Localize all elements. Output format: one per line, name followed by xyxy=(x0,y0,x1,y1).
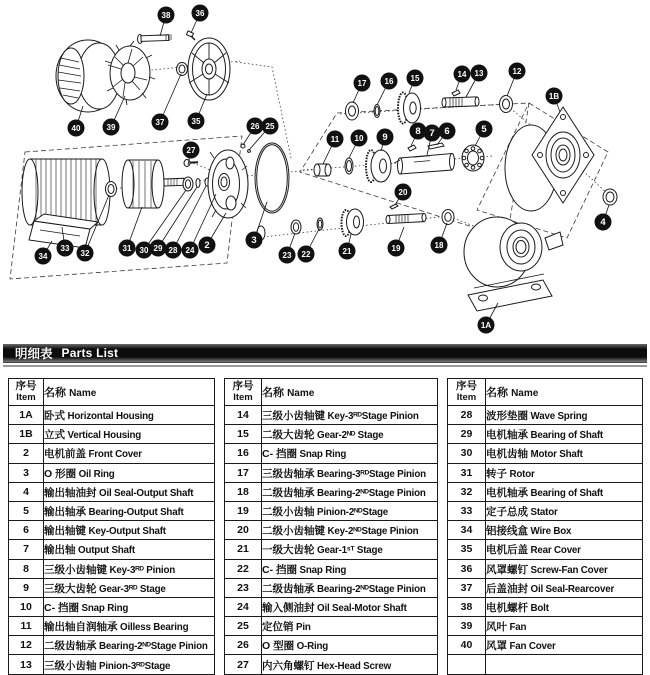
part-name-cell: 卧式 Horizontal Housing xyxy=(44,406,215,425)
part-name-cell: 三级小齿轴键 Key-3ᴿᴰStage Pinion xyxy=(262,406,438,425)
parts-row xyxy=(225,636,438,655)
fan-cover-screw-part xyxy=(186,31,195,40)
part-name-cell: 内六角螺钉 Hex-Head Screw xyxy=(262,655,438,674)
item-number-cell: 22 xyxy=(225,559,262,578)
balloon-24 xyxy=(182,242,199,259)
parts-row xyxy=(225,597,438,616)
balloon-23 xyxy=(279,247,296,264)
svg-text:10: 10 xyxy=(354,134,364,143)
item-number-cell: 30 xyxy=(448,444,486,463)
item-number-cell: 18 xyxy=(225,482,262,501)
svg-text:36: 36 xyxy=(195,9,205,18)
parts-row xyxy=(448,559,643,578)
svg-text:22: 22 xyxy=(301,250,311,259)
parts-row xyxy=(9,578,215,597)
balloon-19 xyxy=(388,240,405,257)
balloon-9 xyxy=(377,129,394,146)
item-number-cell: 39 xyxy=(448,617,486,636)
balloon-32 xyxy=(77,245,94,262)
parts-row xyxy=(448,540,643,559)
balloon-3 xyxy=(246,232,263,249)
parts-row xyxy=(9,482,215,501)
parts-row xyxy=(448,482,643,501)
balloon-29 xyxy=(150,240,167,257)
item-number-cell: 11 xyxy=(9,617,44,636)
item-number-cell: 32 xyxy=(448,482,486,501)
parts-table-1 xyxy=(8,378,215,675)
parts-row xyxy=(225,540,438,559)
balloon-35 xyxy=(188,113,205,130)
svg-text:7: 7 xyxy=(429,128,435,139)
item-number-cell: 1A xyxy=(9,406,44,425)
item-number-cell: 1B xyxy=(9,425,44,444)
parts-row xyxy=(9,540,215,559)
item-number-cell: 4 xyxy=(9,482,44,501)
item-number-cell: 14 xyxy=(225,406,262,425)
hex-screw-part xyxy=(184,160,198,167)
svg-text:30: 30 xyxy=(139,246,149,255)
svg-text:34: 34 xyxy=(38,252,48,261)
item-number-cell: 28 xyxy=(448,406,486,425)
output-shaft-parts xyxy=(314,143,484,182)
svg-text:1B: 1B xyxy=(548,92,560,101)
item-number-cell: 8 xyxy=(9,559,44,578)
rear-cover-part xyxy=(188,38,230,100)
parts-row xyxy=(9,406,215,425)
part-name-cell: 电机螺杆 Bolt xyxy=(486,597,643,616)
item-number-cell: 17 xyxy=(225,463,262,482)
item-number-cell: 27 xyxy=(225,655,262,674)
svg-text:12: 12 xyxy=(512,67,522,76)
parts-row xyxy=(225,617,438,636)
parts-row xyxy=(225,444,438,463)
title-bar-underline xyxy=(3,365,647,367)
part-name-cell: 转子 Rotor xyxy=(486,463,643,482)
item-number-cell: 24 xyxy=(225,597,262,616)
parts-row xyxy=(9,617,215,636)
parts-row xyxy=(225,655,438,674)
item-number-cell: 7 xyxy=(9,540,44,559)
parts-row xyxy=(9,521,215,540)
balloon-11 xyxy=(327,131,344,148)
part-name-cell: 风罩螺钉 Screw-Fan Cover xyxy=(486,559,643,578)
item-number-cell: 37 xyxy=(448,578,486,597)
part-name-cell: 输出轴 Output Shaft xyxy=(44,540,215,559)
parts-row xyxy=(448,655,643,674)
part-name-cell: 电机后盖 Rear Cover xyxy=(486,540,643,559)
balloon-18 xyxy=(431,237,448,254)
part-name-cell: 二级小齿轴 Pinion-2ᴺᴰStage xyxy=(262,501,438,520)
parts-row xyxy=(225,425,438,444)
part-name-cell: 输出轴油封 Oil Seal-Output Shaft xyxy=(44,482,215,501)
part-name-cell: 一级大齿轮 Gear-1ˢᵀ Stage xyxy=(262,540,438,559)
part-name-cell: 输出轴自润轴承 Oilless Bearing xyxy=(44,617,215,636)
balloon-1A xyxy=(478,317,495,334)
parts-row xyxy=(9,463,215,482)
balloon-21 xyxy=(339,243,356,260)
part-name-cell: 二级齿轴承 Bearing-2ᴺᴰStage Pinion xyxy=(262,482,438,501)
item-number-cell: 36 xyxy=(448,559,486,578)
svg-text:6: 6 xyxy=(444,126,450,137)
svg-text:2: 2 xyxy=(204,240,210,251)
svg-text:25: 25 xyxy=(265,122,275,131)
svg-text:33: 33 xyxy=(60,244,70,253)
balloon-31 xyxy=(119,240,136,257)
svg-text:29: 29 xyxy=(153,244,163,253)
item-number-cell xyxy=(448,655,486,674)
part-name-cell: 三级大齿轮 Gear-3ᴿᴰ Stage xyxy=(44,578,215,597)
balloon-13 xyxy=(471,65,488,82)
part-name-cell: 三级齿轴承 Bearing-3ᴿᴰStage Pinion xyxy=(262,463,438,482)
parts-row xyxy=(448,406,643,425)
part-name-cell: 波形垫圈 Wave Spring xyxy=(486,406,643,425)
parts-table-3 xyxy=(447,378,643,675)
balloon-36 xyxy=(192,5,209,22)
output-seal-part xyxy=(603,189,617,205)
part-name-cell: 输出轴键 Key-Output Shaft xyxy=(44,521,215,540)
part-name-cell: 立式 Vertical Housing xyxy=(44,425,215,444)
item-number-cell: 19 xyxy=(225,501,262,520)
balloon-2 xyxy=(199,237,216,254)
balloon-5 xyxy=(476,121,493,138)
front-cover-part xyxy=(208,150,248,218)
item-number-cell: 16 xyxy=(225,444,262,463)
parts-list-title-cn: 明细表 xyxy=(15,347,53,361)
item-number-cell: 6 xyxy=(9,521,44,540)
balloon-12 xyxy=(509,63,526,80)
part-name-cell: 电机前盖 Front Cover xyxy=(44,444,215,463)
balloon-17 xyxy=(354,75,371,92)
part-name-cell: 输入侧油封 Oil Seal-Motor Shaft xyxy=(262,597,438,616)
item-number-cell: 25 xyxy=(225,617,262,636)
item-number-cell: 26 xyxy=(225,636,262,655)
stator-part xyxy=(22,159,110,225)
parts-row xyxy=(225,482,438,501)
parts-row xyxy=(448,578,643,597)
stage2-gearset-parts xyxy=(257,204,454,240)
parts-row xyxy=(225,521,438,540)
part-name-cell: 电机轴承 Bearing of Shaft xyxy=(486,425,643,444)
balloon-38 xyxy=(158,7,175,24)
part-name-cell: 输出轴承 Bearing-Output Shaft xyxy=(44,501,215,520)
svg-text:32: 32 xyxy=(80,249,90,258)
parts-row xyxy=(9,655,215,674)
balloon-14 xyxy=(454,66,471,83)
balloon-28 xyxy=(165,242,182,259)
svg-text:13: 13 xyxy=(474,69,484,78)
svg-text:21: 21 xyxy=(342,247,352,256)
balloon-40 xyxy=(68,120,85,137)
balloon-6 xyxy=(439,123,456,140)
horizontal-housing-part xyxy=(464,217,563,311)
item-number-cell: 31 xyxy=(448,463,486,482)
part-name-cell: 二级大齿轮 Gear-2ᴺᴰ Stage xyxy=(262,425,438,444)
svg-text:27: 27 xyxy=(186,146,196,155)
parts-row xyxy=(448,636,643,655)
svg-text:16: 16 xyxy=(384,77,394,86)
item-number-cell: 34 xyxy=(448,521,486,540)
parts-row xyxy=(448,463,643,482)
balloon-16 xyxy=(381,73,398,90)
parts-row xyxy=(448,521,643,540)
svg-text:31: 31 xyxy=(122,244,132,253)
part-name-cell: 二级齿轴承 Bearing-2ᴺᴰStage Pinion xyxy=(262,578,438,597)
item-number-cell: 9 xyxy=(9,578,44,597)
parts-row xyxy=(448,597,643,616)
svg-text:20: 20 xyxy=(398,188,408,197)
balloon-1B xyxy=(546,88,563,105)
part-name-cell: O 形圈 Oil Ring xyxy=(44,463,215,482)
parts-list-title-bar xyxy=(3,344,647,363)
item-number-cell: 5 xyxy=(9,501,44,520)
column-header-name: 名称 Name xyxy=(486,379,643,406)
part-name-cell: 风叶 Fan xyxy=(486,617,643,636)
svg-text:1A: 1A xyxy=(480,321,492,330)
balloon-25 xyxy=(262,118,279,135)
rear-cover-seal-part xyxy=(177,63,188,76)
part-name-cell: 定位销 Pin xyxy=(262,617,438,636)
item-number-cell: 38 xyxy=(448,597,486,616)
balloon-20 xyxy=(395,184,412,201)
balloon-22 xyxy=(298,246,315,263)
svg-text:11: 11 xyxy=(330,135,340,144)
item-number-cell: 40 xyxy=(448,636,486,655)
item-number-cell: 13 xyxy=(9,655,44,674)
balloon-34 xyxy=(35,248,52,265)
column-header-item: 序号 Item xyxy=(9,379,44,406)
balloon-7 xyxy=(424,125,441,142)
parts-row xyxy=(448,501,643,520)
svg-text:40: 40 xyxy=(71,124,81,133)
svg-text:38: 38 xyxy=(161,11,171,20)
column-header-name: 名称 Name xyxy=(262,379,438,406)
parts-row xyxy=(9,425,215,444)
item-number-cell: 35 xyxy=(448,540,486,559)
part-name-cell: 电机齿轴 Motor Shaft xyxy=(486,444,643,463)
item-number-cell: 3 xyxy=(9,463,44,482)
balloon-15 xyxy=(407,70,424,87)
motor-bearing-front-part xyxy=(106,182,117,197)
part-name-cell: C- 挡圈 Snap Ring xyxy=(44,597,215,616)
part-name-cell: 铝接线盒 Wire Box xyxy=(486,521,643,540)
parts-row xyxy=(225,406,438,425)
svg-text:15: 15 xyxy=(410,74,420,83)
svg-text:8: 8 xyxy=(415,126,421,137)
column-header-item: 序号 Item xyxy=(225,379,262,406)
parts-row xyxy=(448,425,643,444)
parts-row xyxy=(448,444,643,463)
svg-text:39: 39 xyxy=(106,123,116,132)
part-name-cell: 二级齿轴承 Bearing-2ᴺᴰStage Pinion xyxy=(44,636,215,655)
part-name-cell: C- 挡圈 Snap Ring xyxy=(262,444,438,463)
parts-row xyxy=(9,501,215,520)
svg-text:17: 17 xyxy=(357,79,367,88)
balloon-4 xyxy=(595,214,612,231)
parts-row xyxy=(225,463,438,482)
svg-text:24: 24 xyxy=(185,246,195,255)
parts-tables xyxy=(8,378,646,675)
pin-and-oring-part xyxy=(241,144,250,152)
svg-text:23: 23 xyxy=(282,251,292,260)
rotor-part xyxy=(122,160,184,208)
balloon-26 xyxy=(247,118,264,135)
part-name-cell: 三级小齿轴键 Key-3ᴿᴰ Pinion xyxy=(44,559,215,578)
parts-row xyxy=(9,597,215,616)
svg-text:14: 14 xyxy=(457,70,467,79)
vertical-housing-part xyxy=(505,107,594,211)
svg-text:18: 18 xyxy=(434,241,444,250)
svg-text:4: 4 xyxy=(600,217,606,228)
item-number-cell: 15 xyxy=(225,425,262,444)
svg-text:9: 9 xyxy=(382,132,388,143)
balloon-37 xyxy=(152,114,169,131)
part-name-cell: 电机轴承 Bearing of Shaft xyxy=(486,482,643,501)
part-name-cell xyxy=(486,655,643,674)
item-number-cell: 20 xyxy=(225,521,262,540)
item-number-cell: 21 xyxy=(225,540,262,559)
parts-row xyxy=(448,617,643,636)
balloon-33 xyxy=(57,240,74,257)
item-number-cell: 2 xyxy=(9,444,44,463)
part-name-cell: O 型圈 O-Ring xyxy=(262,636,438,655)
balloon-39 xyxy=(103,119,120,136)
motor-bolt-part xyxy=(138,34,172,43)
part-name-cell: 三级小齿轴 Pinion-3ᴿᴰStage xyxy=(44,655,215,674)
item-number-cell: 29 xyxy=(448,425,486,444)
column-header-name: 名称 Name xyxy=(44,379,215,406)
parts-row xyxy=(9,559,215,578)
column-header-item: 序号 Item xyxy=(448,379,486,406)
parts-row xyxy=(9,636,215,655)
part-name-cell: C- 挡圈 Snap Ring xyxy=(262,559,438,578)
part-name-cell: 后盖油封 Oil Seal-Rearcover xyxy=(486,578,643,597)
svg-text:28: 28 xyxy=(168,246,178,255)
svg-text:3: 3 xyxy=(251,235,257,246)
part-name-cell: 风罩 Fan Cover xyxy=(486,636,643,655)
parts-row xyxy=(225,559,438,578)
o-ring-part xyxy=(255,143,289,213)
svg-text:37: 37 xyxy=(155,118,165,127)
parts-row xyxy=(9,444,215,463)
balloon-10 xyxy=(351,130,368,147)
svg-text:26: 26 xyxy=(250,122,260,131)
item-number-cell: 10 xyxy=(9,597,44,616)
part-name-cell: 定子总成 Stator xyxy=(486,501,643,520)
part-name-cell: 二级小齿轴键 Key-2ᴺᴰStage Pinion xyxy=(262,521,438,540)
stage3-gearset-parts xyxy=(346,90,513,124)
balloon-27 xyxy=(183,142,200,159)
svg-text:35: 35 xyxy=(191,117,201,126)
parts-row xyxy=(225,501,438,520)
item-number-cell: 12 xyxy=(9,636,44,655)
svg-text:19: 19 xyxy=(391,244,401,253)
item-number-cell: 23 xyxy=(225,578,262,597)
parts-row xyxy=(225,578,438,597)
parts-list-title-en: Parts List xyxy=(61,346,119,360)
item-number-cell: 33 xyxy=(448,501,486,520)
parts-table-2 xyxy=(224,378,438,675)
svg-text:5: 5 xyxy=(481,124,487,135)
